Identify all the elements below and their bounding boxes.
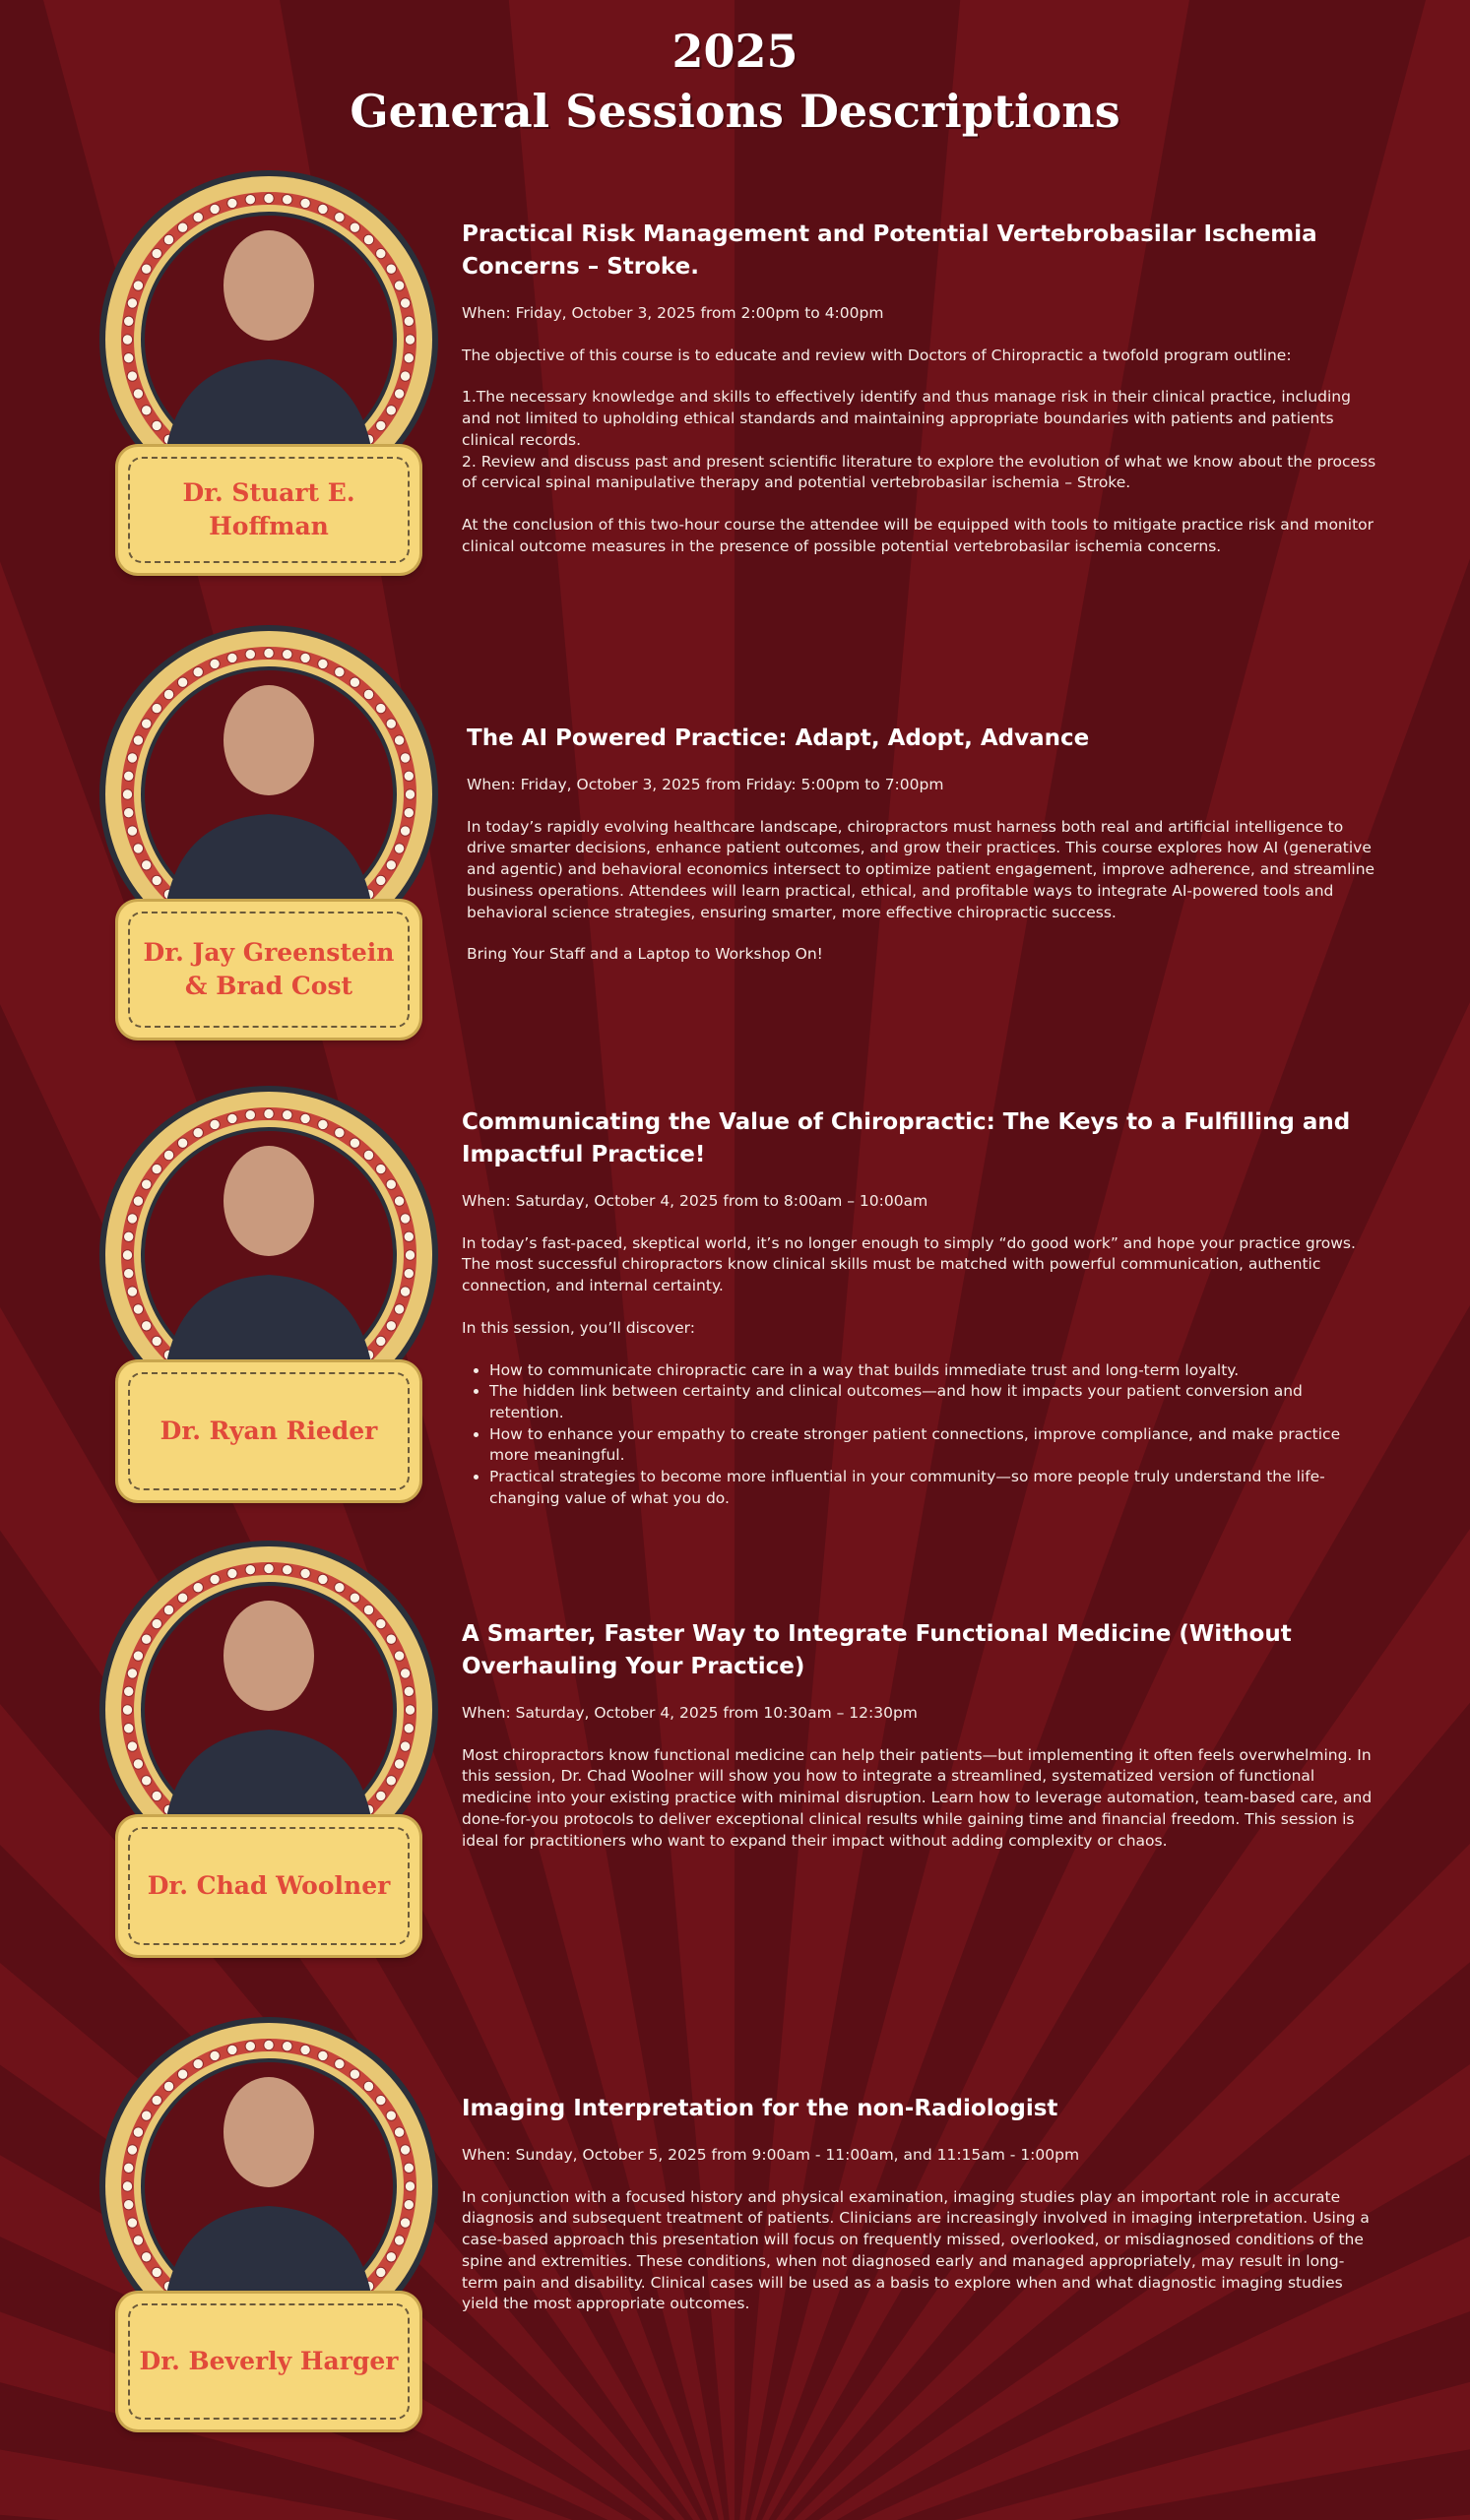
session-bullet-list [462,1360,1377,1510]
marquee-bulb [122,2181,132,2191]
session-paragraph: Bring Your Staff and a Laptop to Workshop On! [467,945,823,964]
session-paragraph: In today’s rapidly evolving healthcare landscape, chiropractors must harness both real and artificial intelligence to drive smarter decisions, enhance patient outcomes, and grow their practices. This course explores how AI (generative and agentic) and behavioral economics intersect to optimize patient engagement, improve adherence, and streamline business operations. Attendees will learn practical, ethical, and profitable ways to integrate AI-powered tools and behavioral science strategies, ensuring smarter, more effective chiropractic success. [467,817,1375,921]
marquee-bulb [177,677,187,687]
marquee-bulb [227,1113,237,1123]
marquee-bulb [386,1634,396,1644]
marquee-bulb [245,2042,255,2051]
list-item: • How to communicate chiropractic care in a way that builds immediate trust and long-term loyalty. [489,1360,1377,1382]
session-paragraph: In conjunction with a focused history and physical examination, imaging studies play an important role in accurate diagnosis and subsequent treatment of patients. Clinicians are increasingly involved in imaging interpretation. Using a case-based approach this presentation will focus on frequently missed, overlooked, or misdiagnosed conditions of the spine and extremities. These conditions, when not diagnosed early and managed appropriately, may result in long-term pain and disability. Clinical cases will be used as a basis to explore when and what diagnostic imaging studies yield the most appropriate outcomes. [462,2187,1370,2313]
marquee-bulb [124,808,134,818]
speaker-name: Dr. Jay Greenstein & Brad Cost [143,938,395,1000]
marquee-bulb [177,1593,187,1603]
speaker-photo [224,685,314,795]
marquee-bulb [245,195,255,205]
marquee-bulb [152,875,161,885]
marquee-bulb [335,1583,345,1593]
marquee-bulb [142,1776,152,1786]
marquee-bulb [133,735,143,745]
marquee-bulb [245,650,255,660]
marquee-bulb [227,1568,237,1578]
speaker-nameplate [118,1362,419,1500]
marquee-bulb [264,193,274,203]
marquee-bulb [127,1669,137,1678]
list-item: • The hidden link between certainty and clinical outcomes—and how it impacts your patient conversion and retention. [489,1381,1377,1423]
marquee-bulb [404,1724,414,1733]
marquee-bulb [400,753,410,763]
marquee-bulb [142,860,152,870]
marquee-bulb [394,735,404,745]
list-item: • How to enhance your empathy to create stronger patient connections, improve compliance, and make practice more meaningful. [489,1424,1377,1467]
marquee-bulb [152,2267,161,2277]
marquee-bulb [193,2059,203,2069]
session-paragraph: Most chiropractors know functional medicine can help their patients—but implementing it often feels overwhelming. In this session, Dr. Chad Woolner will show you how to integrate a streamlined, systematized version of functional medicine into your existing practice with minimal disruption. Learn how to leverage automation, team-based care, and done-for-you protocols to deliver exceptional clinical results while gaining time and financial freedom. This session is ideal for practitioners who want to expand their impact without adding complexity or chaos. [462,1745,1373,1850]
marquee-bulb [142,2252,152,2262]
marquee-bulb [404,808,414,818]
marquee-bulb [227,653,237,662]
marquee-bulb [152,703,161,713]
marquee-bulb [404,771,414,781]
marquee-bulb [124,771,134,781]
session-when: When: Saturday, October 4, 2025 from to 8:00am – 10:00am [462,1192,928,1210]
marquee-bulb [335,2059,345,2069]
marquee-bulb [386,2252,396,2262]
marquee-bulb [394,844,404,853]
marquee-bulb [142,1179,152,1189]
speaker-name: Dr. Stuart E. Hoffman [182,478,355,540]
marquee-bulb [264,1563,274,1573]
marquee-bulb [127,298,137,308]
marquee-bulb [142,264,152,274]
marquee-bulb [404,2200,414,2210]
speaker-photo [224,1601,314,1711]
marquee-bulb [127,753,137,763]
marquee-bulb [400,371,410,381]
marquee-bulb [163,1605,173,1614]
speaker-photo [224,2077,314,2187]
marquee-bulb [210,2050,220,2060]
marquee-bulb [394,1196,404,1206]
marquee-bulb [400,2218,410,2228]
session-1 [462,219,1377,578]
marquee-bulb [133,389,143,399]
marquee-bulb [405,1705,415,1715]
marquee-bulb [227,198,237,208]
marquee-bulb [405,335,415,345]
marquee-bulb [404,316,414,326]
speaker-nameplate [118,2294,419,2429]
session-5 [462,2093,1377,2336]
marquee-bulb [142,1634,152,1644]
marquee-bulb [264,648,274,658]
marquee-bulb [122,335,132,345]
marquee-bulb [350,1138,359,1148]
marquee-bulb [350,677,359,687]
marquee-bulb [376,1618,386,1628]
marquee-bulb [163,1150,173,1160]
list-item: • Practical strategies to become more influential in your community—so more people truly understand the life-changing value of what you do. [489,1467,1377,1509]
marquee-bulb [283,1110,292,1120]
marquee-bulb [404,1686,414,1696]
marquee-bulb [210,204,220,214]
marquee-bulb [133,844,143,853]
marquee-bulb [210,1574,220,1584]
marquee-bulb [283,195,292,205]
marquee-bulb [283,650,292,660]
marquee-bulb [142,719,152,728]
marquee-bulb [264,2040,274,2049]
session-2 [467,723,1382,986]
session-paragraph: 1.The necessary knowledge and skills to effectively identify and thus manage risk in their clinical practice, including and not limited to upholding ethical standards and maintaining appropriate boundaries with patients and patients clinical records. [462,388,1351,449]
marquee-bulb [363,1605,373,1614]
page-header [0,26,1470,138]
session-paragraph: In this session, you’ll discover: [462,1318,695,1337]
marquee-bulb [363,234,373,244]
marquee-bulb [163,2081,173,2091]
marquee-bulb [283,2042,292,2051]
marquee-bulb [122,789,132,799]
marquee-bulb [124,353,134,363]
marquee-bulb [363,2081,373,2091]
marquee-bulb [335,213,345,222]
marquee-bulb [386,264,396,274]
marquee-bulb [394,2236,404,2245]
marquee-bulb [133,1759,143,1769]
session-title: Practical Risk Management and Potential Vertebrobasilar Ischemia Concerns – Stroke. [462,221,1317,280]
speaker-photo [224,230,314,341]
marquee-bulb [152,1618,161,1628]
marquee-bulb [177,222,187,232]
marquee-bulb [376,1336,386,1346]
marquee-bulb [163,234,173,244]
marquee-bulb [363,689,373,699]
marquee-bulb [376,420,386,430]
marquee-bulb [400,826,410,836]
session-4 [462,1618,1377,1872]
marquee-bulb [152,248,161,258]
marquee-bulb [404,1269,414,1279]
marquee-bulb [318,1574,328,1584]
marquee-bulb [127,2145,137,2155]
marquee-bulb [127,371,137,381]
marquee-bulb [376,2095,386,2105]
marquee-bulb [300,1113,310,1123]
marquee-bulb [386,719,396,728]
session-paragraph: 2. Review and discuss past and present scientific literature to explore the evolution of what we know about the process of cervical spinal manipulative therapy and potential vertebrobasilar ischemia – Stroke. [462,452,1376,492]
speaker-card-woolner [96,1538,441,1949]
marquee-bulb [350,222,359,232]
marquee-bulb [127,1287,137,1296]
marquee-bulb [124,316,134,326]
marquee-bulb [394,1759,404,1769]
marquee-bulb [152,1791,161,1800]
marquee-bulb [350,1593,359,1603]
marquee-bulb [133,2236,143,2245]
marquee-bulb [376,703,386,713]
marquee-bulb [376,875,386,885]
speaker-card-hoffman [96,167,441,579]
marquee-bulb [124,1231,134,1241]
session-paragraph: At the conclusion of this two-hour course the attendee will be equipped with tools to mitigate practice risk and monitor clinical outcome measures in the presence of possible potential vertebrobasilar ischemia concerns. [462,515,1374,555]
session-when: When: Friday, October 3, 2025 from 2:00pm to 4:00pm [462,304,884,322]
marquee-bulb [394,1651,404,1661]
speaker-card-greenstein-cost [96,622,441,1034]
speaker-card-rieder [96,1083,441,1494]
marquee-bulb [163,689,173,699]
marquee-bulb [363,1150,373,1160]
marquee-bulb [227,2045,237,2054]
marquee-bulb [133,281,143,290]
marquee-bulb [376,1791,386,1800]
session-when: When: Friday, October 3, 2025 from Friday: 5:00pm to 7:00pm [467,776,944,793]
marquee-bulb [400,1287,410,1296]
marquee-bulb [400,1214,410,1224]
marquee-bulb [405,1250,415,1260]
session-title: Communicating the Value of Chiropractic: The Keys to a Fulfilling and Impactful Practice! [462,1109,1351,1167]
page-title: General Sessions Descriptions [350,84,1120,138]
marquee-bulb [193,213,203,222]
marquee-bulb [405,2181,415,2191]
marquee-bulb [124,1269,134,1279]
marquee-bulb [386,406,396,415]
marquee-bulb [318,1119,328,1129]
marquee-bulb [210,1119,220,1129]
marquee-bulb [386,1776,396,1786]
speaker-nameplate [118,902,419,1038]
marquee-bulb [133,1304,143,1314]
marquee-bulb [300,653,310,662]
marquee-bulb [152,2095,161,2105]
marquee-bulb [152,1164,161,1173]
marquee-bulb [127,1741,137,1751]
marquee-bulb [133,1196,143,1206]
marquee-bulb [394,281,404,290]
marquee-bulb [122,1705,132,1715]
marquee-bulb [283,1565,292,1575]
marquee-bulb [152,420,161,430]
session-title: The AI Powered Practice: Adapt, Adopt, Advance [467,725,1090,751]
marquee-bulb [335,1128,345,1138]
marquee-bulb [386,860,396,870]
marquee-bulb [152,1336,161,1346]
marquee-bulb [127,1214,137,1224]
marquee-bulb [400,298,410,308]
marquee-bulb [133,2127,143,2137]
speaker-photo [224,1146,314,1256]
marquee-bulb [386,2110,396,2120]
marquee-bulb [400,1741,410,1751]
marquee-bulb [405,789,415,799]
marquee-bulb [318,659,328,668]
marquee-bulb [376,1164,386,1173]
marquee-bulb [193,667,203,677]
marquee-bulb [124,2163,134,2173]
marquee-bulb [404,1231,414,1241]
speaker-nameplate [118,1817,419,1955]
marquee-bulb [300,2045,310,2054]
marquee-bulb [127,826,137,836]
speaker-name: Dr. Chad Woolner [147,1871,391,1901]
marquee-bulb [124,1686,134,1696]
session-3 [462,1106,1377,1509]
speaker-nameplate [118,447,419,573]
session-title: A Smarter, Faster Way to Integrate Functional Medicine (Without Overhauling Your Practice) [462,1621,1292,1679]
marquee-bulb [386,1179,396,1189]
session-paragraph: The objective of this course is to educate and review with Doctors of Chiropractic a twofold program outline: [462,346,1292,364]
marquee-bulb [404,353,414,363]
marquee-bulb [318,2050,328,2060]
marquee-bulb [264,1108,274,1118]
marquee-bulb [142,1321,152,1331]
marquee-bulb [142,2110,152,2120]
page-year: 2025 [671,25,799,78]
marquee-bulb [300,198,310,208]
session-paragraph: In today’s fast-paced, skeptical world, it’s no longer enough to simply “do good work” and hope your practice grows. The most successful chiropractors know clinical skills must be matched with powerful communication, authentic connection, and internal certainty. [462,1233,1356,1295]
marquee-bulb [376,248,386,258]
speaker-name: Dr. Ryan Rieder [160,1417,378,1446]
marquee-bulb [210,659,220,668]
marquee-bulb [127,2218,137,2228]
marquee-bulb [193,1128,203,1138]
marquee-bulb [386,1321,396,1331]
marquee-bulb [133,1651,143,1661]
speaker-name: Dr. Beverly Harger [139,2347,399,2376]
marquee-bulb [394,389,404,399]
marquee-bulb [193,1583,203,1593]
session-title: Imaging Interpretation for the non-Radiologist [462,2096,1058,2121]
marquee-bulb [245,1565,255,1575]
marquee-bulb [394,2127,404,2137]
marquee-bulb [400,1669,410,1678]
marquee-bulb [122,1250,132,1260]
marquee-bulb [142,406,152,415]
session-when: When: Sunday, October 5, 2025 from 9:00am - 11:00am, and 11:15am - 1:00pm [462,2146,1080,2164]
speaker-card-harger [96,2014,441,2426]
marquee-bulb [376,2267,386,2277]
marquee-bulb [177,2069,187,2079]
marquee-bulb [335,667,345,677]
marquee-bulb [177,1138,187,1148]
marquee-bulb [404,2163,414,2173]
marquee-bulb [300,1568,310,1578]
marquee-bulb [318,204,328,214]
session-when: When: Saturday, October 4, 2025 from 10:30am – 12:30pm [462,1704,918,1722]
marquee-bulb [124,2200,134,2210]
marquee-bulb [124,1724,134,1733]
marquee-bulb [400,2145,410,2155]
marquee-bulb [394,1304,404,1314]
marquee-bulb [350,2069,359,2079]
marquee-bulb [245,1110,255,1120]
